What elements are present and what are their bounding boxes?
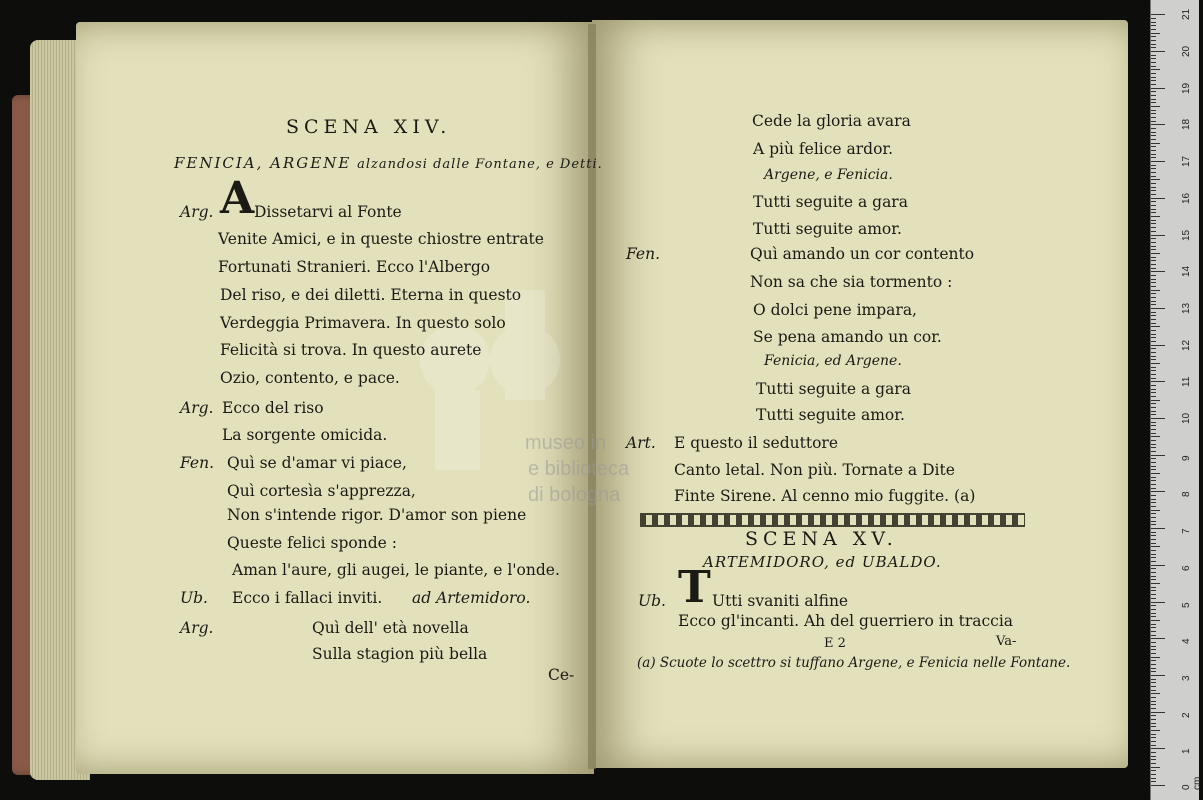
ruler-tick <box>1151 246 1156 247</box>
ruler-tick <box>1151 268 1156 269</box>
ruler-tick <box>1151 513 1156 514</box>
ruler-tick <box>1151 356 1156 357</box>
ruler-tick <box>1151 579 1156 580</box>
speaker-label: Art. <box>626 434 656 452</box>
ruler-tick <box>1151 462 1156 463</box>
ruler-tick <box>1151 770 1156 771</box>
verse-line: Quì dell' età novella <box>312 619 469 637</box>
ruler-tick <box>1151 583 1160 584</box>
verse-line: Sulla stagion più bella <box>312 645 488 663</box>
ruler-tick <box>1151 752 1156 753</box>
ruler-tick <box>1151 238 1156 239</box>
ruler-tick <box>1151 205 1156 206</box>
ruler-tick <box>1151 297 1156 298</box>
ruler-tick <box>1151 249 1156 250</box>
ruler-tick <box>1151 231 1156 232</box>
ruler-tick <box>1151 146 1156 147</box>
verse-line: Finte Sirene. Al cenno mio fuggite. (a) <box>674 487 976 505</box>
verse-line: Felicità si trova. In questo aurete <box>220 341 482 359</box>
ruler-tick <box>1151 550 1156 551</box>
ruler-tick <box>1151 635 1156 636</box>
ruler-tick <box>1151 84 1156 85</box>
ruler-tick <box>1151 66 1156 67</box>
catchword: Ce- <box>548 666 575 684</box>
ruler-tick <box>1151 411 1156 412</box>
ruler-tick <box>1151 418 1165 419</box>
ruler-tick <box>1151 477 1156 478</box>
ruler-tick <box>1151 759 1156 760</box>
verse-line: Tutti seguite a gara <box>753 193 908 211</box>
ruler-tick <box>1151 407 1156 408</box>
ruler-tick <box>1151 385 1156 386</box>
ruler-number: 12 <box>1181 339 1192 351</box>
ruler-tick <box>1151 102 1156 103</box>
ruler-tick <box>1151 469 1156 470</box>
ruler-tick <box>1151 422 1156 423</box>
ruler-tick <box>1151 363 1160 364</box>
stage-direction: alzandosi dalle Fontane, e Detti. <box>357 157 603 172</box>
scene-subheading <box>174 154 603 172</box>
ruler-tick <box>1151 337 1156 338</box>
ruler-tick <box>1151 168 1156 169</box>
speaker-label: Ub. <box>638 592 666 610</box>
ruler-tick <box>1151 33 1160 34</box>
verse-line: Ozio, contento, e pace. <box>220 369 400 387</box>
verse-line: E questo il seduttore <box>674 434 839 452</box>
ruler-tick <box>1151 275 1156 276</box>
ruler-tick <box>1151 484 1156 485</box>
ruler-number: 18 <box>1181 119 1192 131</box>
ruler-tick <box>1151 367 1156 368</box>
ruler-number: 1 <box>1181 748 1192 755</box>
ruler-tick <box>1151 29 1156 30</box>
ruler-tick <box>1151 653 1156 654</box>
ruler-tick <box>1151 748 1165 749</box>
verse-line: Quì cortesìa s'apprezza, <box>227 482 416 500</box>
verse-line: Argene, e Fenicia. <box>764 167 893 183</box>
ruler-tick <box>1151 264 1156 265</box>
ruler-tick <box>1151 326 1160 327</box>
ruler-tick <box>1151 447 1156 448</box>
ruler-tick <box>1151 491 1165 492</box>
ruler-tick <box>1151 161 1165 162</box>
verse-line: Fortunati Stranieri. Ecco l'Albergo <box>218 258 491 276</box>
speaker-label: Fen. <box>180 454 214 472</box>
verse-line: O dolci pene impara, <box>753 301 917 319</box>
verse-line: Ecco i fallaci inviti. <box>232 589 383 607</box>
ruler-tick <box>1151 682 1156 683</box>
ruler-tick <box>1151 613 1156 614</box>
ruler-number: 4 <box>1181 638 1192 645</box>
ruler-tick <box>1151 774 1156 775</box>
ruler-tick <box>1151 495 1156 496</box>
ruler-tick <box>1151 260 1156 261</box>
ruler-tick <box>1151 55 1156 56</box>
ruler-tick <box>1151 293 1156 294</box>
ruler-tick <box>1151 201 1156 202</box>
verse-line: Tutti seguite amor. <box>756 406 905 424</box>
ruler-tick <box>1151 14 1165 15</box>
ruler-tick <box>1151 756 1156 757</box>
ruler-tick <box>1151 785 1165 786</box>
ruler-tick <box>1151 715 1156 716</box>
ruler-number: 9 <box>1181 455 1192 461</box>
ruler-tick <box>1151 642 1156 643</box>
ruler-tick <box>1151 95 1156 96</box>
verse-line: Non sa che sia tormento : <box>750 273 953 291</box>
ruler-tick <box>1151 242 1156 243</box>
ruler-tick <box>1151 572 1156 573</box>
footnote: (a) Scuote lo scettro si tuffano Argene, e Fenicia nelle Fontane. <box>637 655 1071 671</box>
ruler-tick <box>1151 480 1156 481</box>
ruler-tick <box>1151 631 1156 632</box>
verse-line: Quì amando un cor contento <box>750 245 975 263</box>
ruler-tick <box>1151 220 1156 221</box>
verse-line: Venite Amici, e in queste chiostre entrate <box>218 230 544 248</box>
ruler-tick <box>1151 198 1165 199</box>
ruler-tick <box>1151 664 1156 665</box>
ruler-tick <box>1151 312 1156 313</box>
verse-line: La sorgente omicida. <box>222 426 388 444</box>
ruler-tick <box>1151 18 1156 19</box>
signature-mark: E 2 <box>824 636 846 651</box>
ruler-tick <box>1151 25 1156 26</box>
ruler-tick <box>1151 723 1156 724</box>
ruler-number: 15 <box>1181 229 1192 241</box>
ruler-tick <box>1151 568 1156 569</box>
verse-line: Quì se d'amar vi piace, <box>227 454 407 472</box>
ruler-tick <box>1151 286 1156 287</box>
ruler-tick <box>1151 323 1156 324</box>
book-gutter <box>588 24 596 769</box>
ruler-tick <box>1151 638 1165 639</box>
ruler-tick <box>1151 602 1165 603</box>
ruler-tick <box>1151 561 1156 562</box>
ruler-tick <box>1151 187 1156 188</box>
ruler-tick <box>1151 172 1156 173</box>
ruler-tick <box>1151 69 1160 70</box>
ruler-tick <box>1151 183 1156 184</box>
ruler-number: 5 <box>1181 601 1192 608</box>
watermark-line-2: e biblioteca <box>528 458 630 480</box>
scene-subheading-2: ARTEMIDORO, ed UBALDO. <box>703 553 942 571</box>
ruler-tick <box>1151 745 1156 746</box>
ruler-tick <box>1151 506 1156 507</box>
ruler-tick <box>1151 154 1156 155</box>
ruler-tick <box>1151 139 1156 140</box>
ruler-tick <box>1151 473 1160 474</box>
ruler-tick <box>1151 282 1156 283</box>
ruler-tick <box>1151 624 1156 625</box>
speaker-label: Arg. <box>180 619 214 637</box>
ruler-tick <box>1151 587 1156 588</box>
ruler-tick <box>1151 143 1160 144</box>
ruler-tick <box>1151 62 1156 63</box>
ruler-tick <box>1151 150 1156 151</box>
ruler-tick <box>1151 466 1156 467</box>
ruler-tick <box>1151 179 1160 180</box>
ruler-tick <box>1151 315 1156 316</box>
scene-heading-2: SCENA XV. <box>745 528 898 550</box>
ruler-tick <box>1151 712 1165 713</box>
ruler-number: 21 <box>1181 9 1192 21</box>
ruler-tick <box>1151 763 1156 764</box>
ruler-tick <box>1151 58 1156 59</box>
ruler-tick <box>1151 737 1156 738</box>
ruler-tick <box>1151 330 1156 331</box>
ruler-tick <box>1151 88 1165 89</box>
ruler-tick <box>1151 319 1156 320</box>
ruler-tick <box>1151 128 1156 129</box>
ruler-tick <box>1151 110 1156 111</box>
ruler-tick <box>1151 605 1156 606</box>
ruler-number: 2 <box>1181 712 1192 718</box>
ruler-tick <box>1151 396 1156 397</box>
ruler-tick <box>1151 257 1156 258</box>
ruler-tick <box>1151 334 1156 335</box>
ruler-tick <box>1151 414 1156 415</box>
ruler-tick <box>1151 458 1156 459</box>
ruler-tick <box>1151 304 1156 305</box>
verse-line: Queste felici sponde : <box>227 534 397 552</box>
ruler-tick <box>1151 425 1156 426</box>
watermark-line-3: di bologna <box>528 484 621 506</box>
ruler-tick <box>1151 510 1160 511</box>
ruler-tick <box>1151 693 1160 694</box>
ruler-tick <box>1151 157 1156 158</box>
ruler-number: 14 <box>1181 266 1192 278</box>
ruler-tick <box>1151 381 1165 382</box>
ruler-number: 10 <box>1181 412 1192 424</box>
verse-line: Verdeggia Primavera. In questo solo <box>220 314 506 332</box>
speaker-label: Ub. <box>180 589 208 607</box>
watermark-line-1: museo in <box>525 432 607 454</box>
ruler-number: 20 <box>1181 45 1192 57</box>
ruler-tick <box>1151 212 1156 213</box>
ruler-tick <box>1151 539 1156 540</box>
ruler-tick <box>1151 121 1156 122</box>
ruler-tick <box>1151 117 1156 118</box>
ruler-tick <box>1151 649 1156 650</box>
verse-line: Ecco gl'incanti. Ah del guerriero in traccia <box>678 612 1014 630</box>
drop-cap: T <box>678 562 711 613</box>
verse-line: Se pena amando un cor. <box>753 328 942 346</box>
ruler-tick <box>1151 91 1156 92</box>
ruler-tick <box>1151 290 1160 291</box>
speaker-label: Arg. <box>180 399 214 417</box>
ruler-tick <box>1151 660 1156 661</box>
ruler-tick <box>1151 36 1156 37</box>
ruler-number: 16 <box>1181 192 1192 204</box>
ruler-tick <box>1151 227 1156 228</box>
ruler-tick <box>1151 671 1156 672</box>
ruler-tick <box>1151 271 1165 272</box>
ruler-tick <box>1151 690 1156 691</box>
ruler-tick <box>1151 590 1156 591</box>
ruler-tick <box>1151 675 1165 676</box>
ruler-tick <box>1151 517 1156 518</box>
ruler-number: 7 <box>1181 528 1192 535</box>
ruler-tick <box>1151 627 1156 628</box>
ruler-tick <box>1151 741 1156 742</box>
scene-characters: FENICIA, ARGENE <box>174 154 352 172</box>
ruler-tick <box>1151 374 1156 375</box>
ruler-tick <box>1151 359 1156 360</box>
verse-line: A più felice ardor. <box>753 140 894 158</box>
ruler-tick <box>1151 719 1156 720</box>
ruler-tick <box>1151 433 1156 434</box>
ruler-tick <box>1151 726 1156 727</box>
drop-cap: A <box>220 173 255 224</box>
verse-line: Aman l'aure, gli augei, le piante, e l'onde. <box>232 561 560 579</box>
ruler-tick <box>1151 392 1156 393</box>
ruler-tick <box>1151 279 1156 280</box>
ruler-tick <box>1151 451 1156 452</box>
ruler-tick <box>1151 686 1156 687</box>
verse-line: Tutti seguite amor. <box>753 220 902 238</box>
verse-line: Ecco del riso <box>222 399 324 417</box>
ruler-tick <box>1151 301 1156 302</box>
ruler-tick <box>1151 697 1156 698</box>
measuring-ruler <box>1150 0 1203 800</box>
ruler-tick <box>1151 616 1156 617</box>
verse-line: Non s'intende rigor. D'amor son piene <box>227 506 527 524</box>
ruler-tick <box>1151 557 1156 558</box>
ruler-tick <box>1151 730 1160 731</box>
ruler-tick <box>1151 341 1156 342</box>
ornament-divider <box>640 513 1025 527</box>
scene-heading: SCENA XIV. <box>286 116 452 138</box>
ruler-tick <box>1151 598 1156 599</box>
ruler-tick <box>1151 216 1160 217</box>
verse-line: Fenicia, ed Argene. <box>764 353 902 369</box>
verse-line: Canto letal. Non più. Tornate a Dite <box>674 461 955 479</box>
speaker-label: Arg. <box>180 203 214 221</box>
ruler-tick <box>1151 235 1165 236</box>
ruler-number: 11 <box>1181 376 1192 388</box>
ruler-tick <box>1151 51 1165 52</box>
ruler-tick <box>1151 778 1156 779</box>
ruler-tick <box>1151 47 1156 48</box>
ruler-tick <box>1151 370 1156 371</box>
ruler-tick <box>1151 378 1156 379</box>
ruler-tick <box>1151 223 1156 224</box>
ruler-tick <box>1151 609 1156 610</box>
ruler-tick <box>1151 708 1156 709</box>
verse-line: Dissetarvi al Fonte <box>254 203 402 221</box>
aside-direction: ad Artemidoro. <box>412 589 531 607</box>
ruler-number: 19 <box>1181 82 1192 94</box>
ruler-tick <box>1151 668 1156 669</box>
ruler-tick <box>1151 734 1156 735</box>
ruler-tick <box>1151 22 1156 23</box>
ruler-number: 3 <box>1181 675 1192 681</box>
ruler-tick <box>1151 594 1156 595</box>
ruler-tick <box>1151 524 1156 525</box>
ruler-tick <box>1151 535 1156 536</box>
ruler-tick <box>1151 403 1156 404</box>
ruler-tick <box>1151 646 1156 647</box>
ruler-tick <box>1151 488 1156 489</box>
ruler-tick <box>1151 521 1156 522</box>
ruler-tick <box>1151 44 1156 45</box>
ruler-tick <box>1151 436 1160 437</box>
ruler-tick <box>1151 345 1165 346</box>
ruler-tick <box>1151 554 1156 555</box>
ruler-tick <box>1151 77 1156 78</box>
ruler-tick <box>1151 679 1156 680</box>
ruler-tick <box>1151 190 1156 191</box>
ruler-tick <box>1151 455 1165 456</box>
catchword-2: Va- <box>996 634 1017 649</box>
ruler-tick <box>1151 165 1156 166</box>
ruler-tick <box>1151 106 1160 107</box>
ruler-tick <box>1151 429 1156 430</box>
ruler-number: 8 <box>1181 491 1192 498</box>
ruler-tick <box>1151 704 1156 705</box>
ruler-tick <box>1151 499 1156 500</box>
ruler-tick <box>1151 99 1156 100</box>
speaker-label: Fen. <box>626 245 660 263</box>
ruler-tick <box>1151 528 1165 529</box>
ruler-tick <box>1151 701 1156 702</box>
ruler-tick <box>1151 657 1160 658</box>
ruler-tick <box>1151 565 1165 566</box>
ruler-tick <box>1151 576 1156 577</box>
ruler-tick <box>1151 440 1156 441</box>
ruler-tick <box>1151 546 1160 547</box>
ruler-tick <box>1151 113 1156 114</box>
ruler-tick <box>1151 781 1156 782</box>
ruler-tick <box>1151 124 1165 125</box>
ruler-tick <box>1151 348 1156 349</box>
ruler-tick <box>1151 80 1156 81</box>
ruler-tick <box>1151 767 1160 768</box>
ruler-number: 13 <box>1181 302 1192 314</box>
ruler-tick <box>1151 543 1156 544</box>
ruler-tick <box>1151 400 1160 401</box>
ruler-tick <box>1151 502 1156 503</box>
ruler-tick <box>1151 444 1156 445</box>
ruler-tick <box>1151 132 1156 133</box>
ruler-tick <box>1151 352 1156 353</box>
ruler-tick <box>1151 73 1156 74</box>
ruler-unit: 0 cm <box>1181 776 1203 790</box>
ruler-tick <box>1151 194 1156 195</box>
ruler-tick <box>1151 308 1165 309</box>
ruler-number: 17 <box>1181 155 1192 168</box>
ruler-tick <box>1151 40 1156 41</box>
verse-line: Del riso, e dei diletti. Eterna in questo <box>220 286 522 304</box>
verse-line: Utti svaniti alfine <box>712 592 849 610</box>
ruler-number: 6 <box>1181 565 1192 571</box>
ruler-tick <box>1151 253 1160 254</box>
ruler-tick <box>1151 620 1160 621</box>
verse-line: Tutti seguite a gara <box>756 380 911 398</box>
ruler-tick <box>1151 176 1156 177</box>
ruler-tick <box>1151 135 1156 136</box>
ruler-tick <box>1151 389 1156 390</box>
verse-line: Cede la gloria avara <box>752 112 911 130</box>
ruler-tick <box>1151 532 1156 533</box>
ruler-tick <box>1151 209 1156 210</box>
